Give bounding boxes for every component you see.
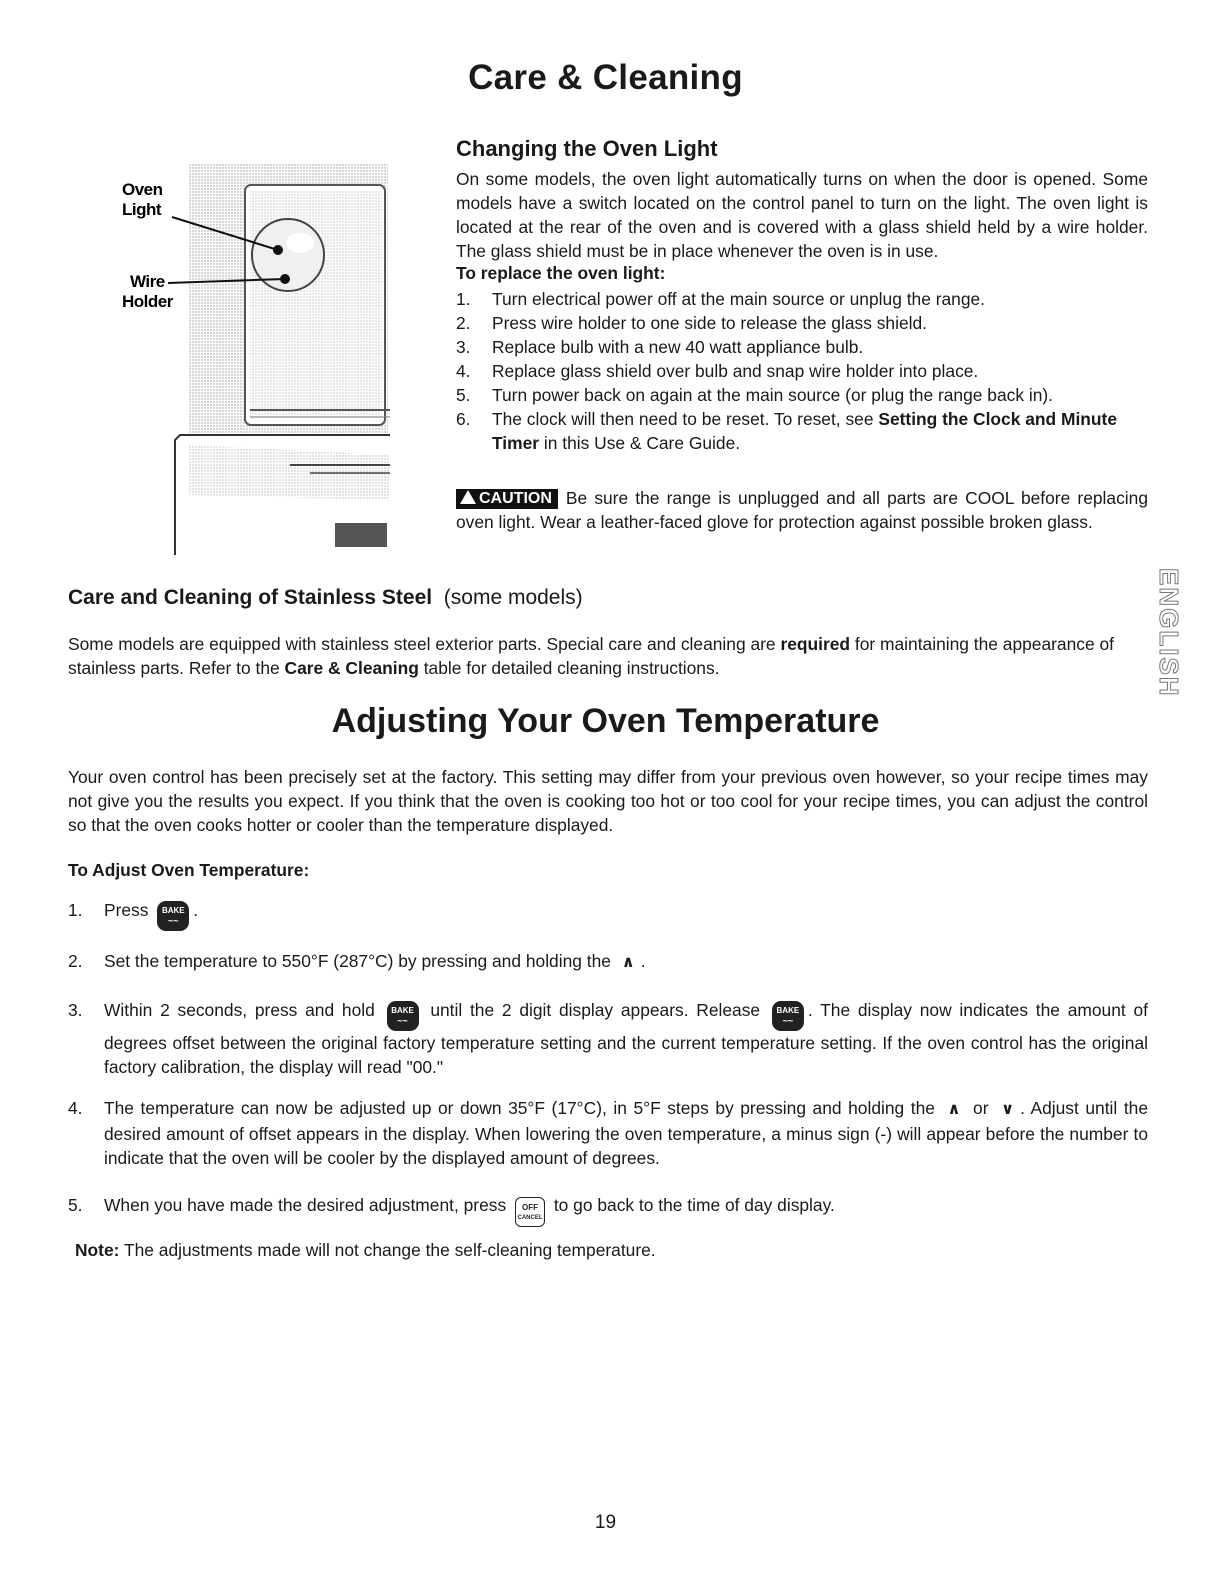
oven-light-label [122,180,163,219]
stainless-heading: Care and Cleaning of Stainless Steel (some models) [68,586,583,609]
note: Note: The adjustments made will not change the self-cleaning temperature. [75,1240,656,1260]
up-arrow-icon: ∧ [947,1101,961,1118]
adjust-paragraph: Your oven control has been precisely set at the factory. This setting may differ from your previous oven however, so your recipe times may not give you the results you expect. If you think that the oven is cooking too hot or too cool for your recipe times, you can adjust the control so that the oven cooks hotter or cooler than the temperature displayed. [68,767,1148,835]
svg-text:Light: Light [122,200,162,219]
bake-key-icon: BAKE ~~ [387,1001,419,1031]
svg-text:Holder: Holder [122,292,173,311]
bake-key-icon: BAKE ~~ [157,901,189,931]
adjust-temperature-title: Adjusting Your Oven Temperature [331,702,880,740]
caution-badge: CAUTION [456,489,558,509]
oven-light-paragraph: On some models, the oven light automatically turns on when the door is opened. Some models have a switch located on the control panel to turn on the light. The oven light is located at the rear of the oven and is covered with a glass shield held by a wire holder. The glass shield must be in place whenever the oven is in use. [456,169,1148,261]
caution-text: Be sure the range is unplugged and all parts are COOL before replacing oven light. Wear a leather-faced glove for protection against possible broken glass. [456,488,1148,532]
language-side-tab: ENGLISH [1154,568,1184,698]
warning-triangle-icon [460,490,476,504]
down-arrow-icon: ∨ [1001,1101,1015,1118]
page-number: 19 [594,1512,617,1533]
adjust-subheading: To Adjust Oven Temperature: [68,860,310,880]
oven-light-heading: Changing the Oven Light [456,136,718,161]
wire-holder-label [122,272,174,311]
replace-light-heading: To replace the oven light: [456,263,666,283]
up-arrow-icon: ∧ [621,954,635,971]
list-item: 4. Replace glass shield over bulb and snap wire holder into place. [456,361,979,381]
off-cancel-key-icon: OFF CANCEL [515,1197,545,1227]
list-item: 5. Turn power back on again at the main source (or plug the range back in). [456,385,1054,405]
svg-text:Oven: Oven [122,180,163,199]
bake-key-icon: BAKE ~~ [772,1001,804,1031]
list-item: 1. Turn electrical power off at the main source or unplug the range. [456,289,986,309]
svg-text:Wire: Wire [130,272,165,291]
page-title: Care & Cleaning [468,58,743,97]
oven-light-illustration [60,155,400,555]
list-item: 3. Replace bulb with a new 40 watt appliance bulb. [456,337,864,357]
list-item: 6. The clock will then need to be reset. To reset, see Setting the Clock and Minute Timer in this Use & Care Guide. [456,409,1118,453]
caution-block [456,486,1148,534]
list-item: 2. Press wire holder to one side to release the glass shield. [456,313,928,333]
replace-light-steps [456,287,1156,455]
stainless-paragraph: Some models are equipped with stainless steel exterior parts. Special care and cleaning are required for maintaining the appearance of stainless parts. Refer to the Care & Cleaning table for detailed cleaning instructions. [68,634,1114,678]
